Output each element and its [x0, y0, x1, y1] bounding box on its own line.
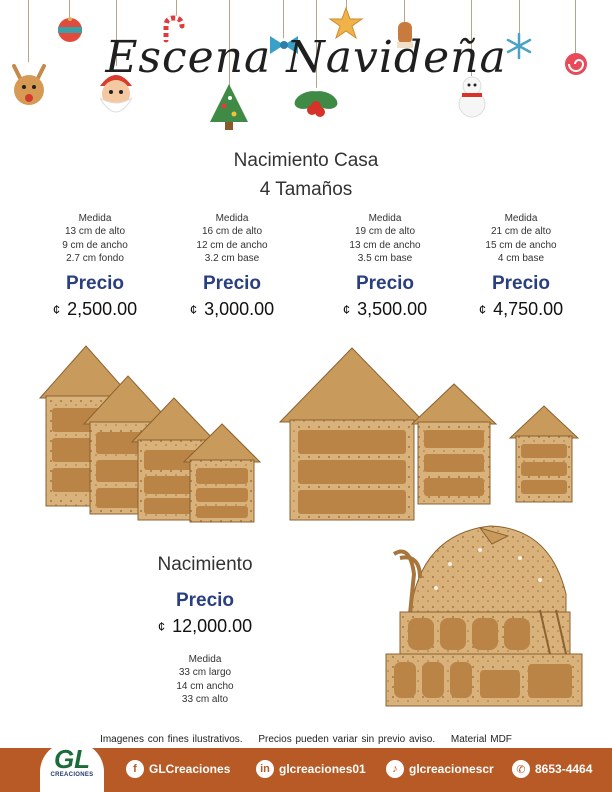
disclaimer-text: Precios pueden variar sin previo aviso.	[258, 734, 436, 745]
price-label: Precio	[202, 272, 262, 294]
price-label: Precio	[175, 590, 235, 611]
social-handle: 8653-4464	[535, 762, 593, 776]
spec-line: 4 cm base	[497, 253, 545, 265]
tiktok-icon: ♪	[386, 760, 404, 778]
social-instagram[interactable]	[256, 760, 366, 778]
currency-symbol: ¢	[52, 301, 61, 317]
whatsapp-icon: ✆	[512, 760, 530, 778]
disclaimer-text: Imagenes con fines ilustrativos.	[100, 734, 243, 745]
currency-symbol: ¢	[342, 301, 351, 317]
product-photo-houses-front	[276, 344, 592, 524]
spec-line: 3.5 cm base	[357, 253, 413, 265]
spec-line: 15 cm de ancho	[485, 239, 557, 251]
page-title: Escena Navideña	[105, 32, 507, 83]
spec-line: 14 cm ancho	[176, 680, 234, 692]
holly-cookie-icon	[292, 82, 340, 122]
social-handle: glcreacionescr	[409, 762, 494, 776]
currency-symbol: ¢	[189, 301, 198, 317]
price-value: ¢ 3,000.00	[189, 298, 275, 319]
logo-letters: GL	[53, 744, 91, 774]
size-column-4	[456, 212, 586, 320]
price-value: ¢ 3,500.00	[342, 298, 428, 319]
facebook-icon: f	[126, 760, 144, 778]
product-photo-nativity-scene	[380, 514, 586, 720]
section-title: Nacimiento Casa	[233, 150, 379, 171]
instagram-icon: in	[256, 760, 274, 778]
section-title: Nacimiento	[157, 554, 253, 575]
size-column-1	[30, 212, 160, 320]
currency-symbol: ¢	[157, 619, 166, 634]
size-column-3	[320, 212, 450, 320]
spec-line: 21 cm de alto	[490, 226, 552, 238]
spec-label: Medida	[78, 213, 112, 224]
price-value: ¢ 4,750.00	[478, 298, 564, 319]
spec-line: 13 cm de alto	[64, 226, 126, 238]
section-subtitle: 4 Tamaños	[259, 179, 353, 200]
size-column-2	[167, 212, 297, 320]
christmas-tree-cookie-icon	[204, 82, 254, 132]
price-label: Precio	[355, 272, 415, 294]
price-value: ¢ 12,000.00	[157, 616, 253, 636]
spec-label: Medida	[215, 213, 249, 224]
disclaimer	[0, 734, 612, 745]
price-value: ¢ 2,500.00	[52, 298, 138, 319]
social-whatsapp[interactable]	[512, 760, 592, 778]
spec-line: 2.7 cm fondo	[66, 253, 124, 265]
spec-line: 16 cm de alto	[201, 226, 263, 238]
spec-label: Medida	[188, 654, 222, 665]
spec-line: 19 cm de alto	[354, 226, 416, 238]
price-label: Precio	[65, 272, 125, 294]
spec-line: 9 cm de ancho	[62, 239, 128, 251]
spec-label: Medida	[504, 213, 538, 224]
social-tiktok[interactable]	[386, 760, 494, 778]
social-handle: GLCreaciones	[149, 762, 231, 776]
brand-logo	[40, 742, 104, 792]
nacimiento-block	[130, 554, 280, 707]
product-photo-houses-set	[28, 338, 278, 528]
logo-text: CREACIONES	[50, 772, 94, 778]
spec-label: Medida	[368, 213, 402, 224]
disclaimer-text: Material MDF	[450, 734, 512, 745]
spec-line: 13 cm de ancho	[349, 239, 421, 251]
social-handle: glcreaciones01	[279, 762, 366, 776]
currency-symbol: ¢	[478, 301, 487, 317]
price-label: Precio	[491, 272, 551, 294]
spec-line: 12 cm de ancho	[196, 239, 268, 251]
social-facebook[interactable]	[126, 760, 230, 778]
spec-line: 3.2 cm base	[204, 253, 260, 265]
spec-line: 33 cm alto	[181, 694, 229, 706]
spec-line: 33 cm largo	[178, 667, 232, 679]
